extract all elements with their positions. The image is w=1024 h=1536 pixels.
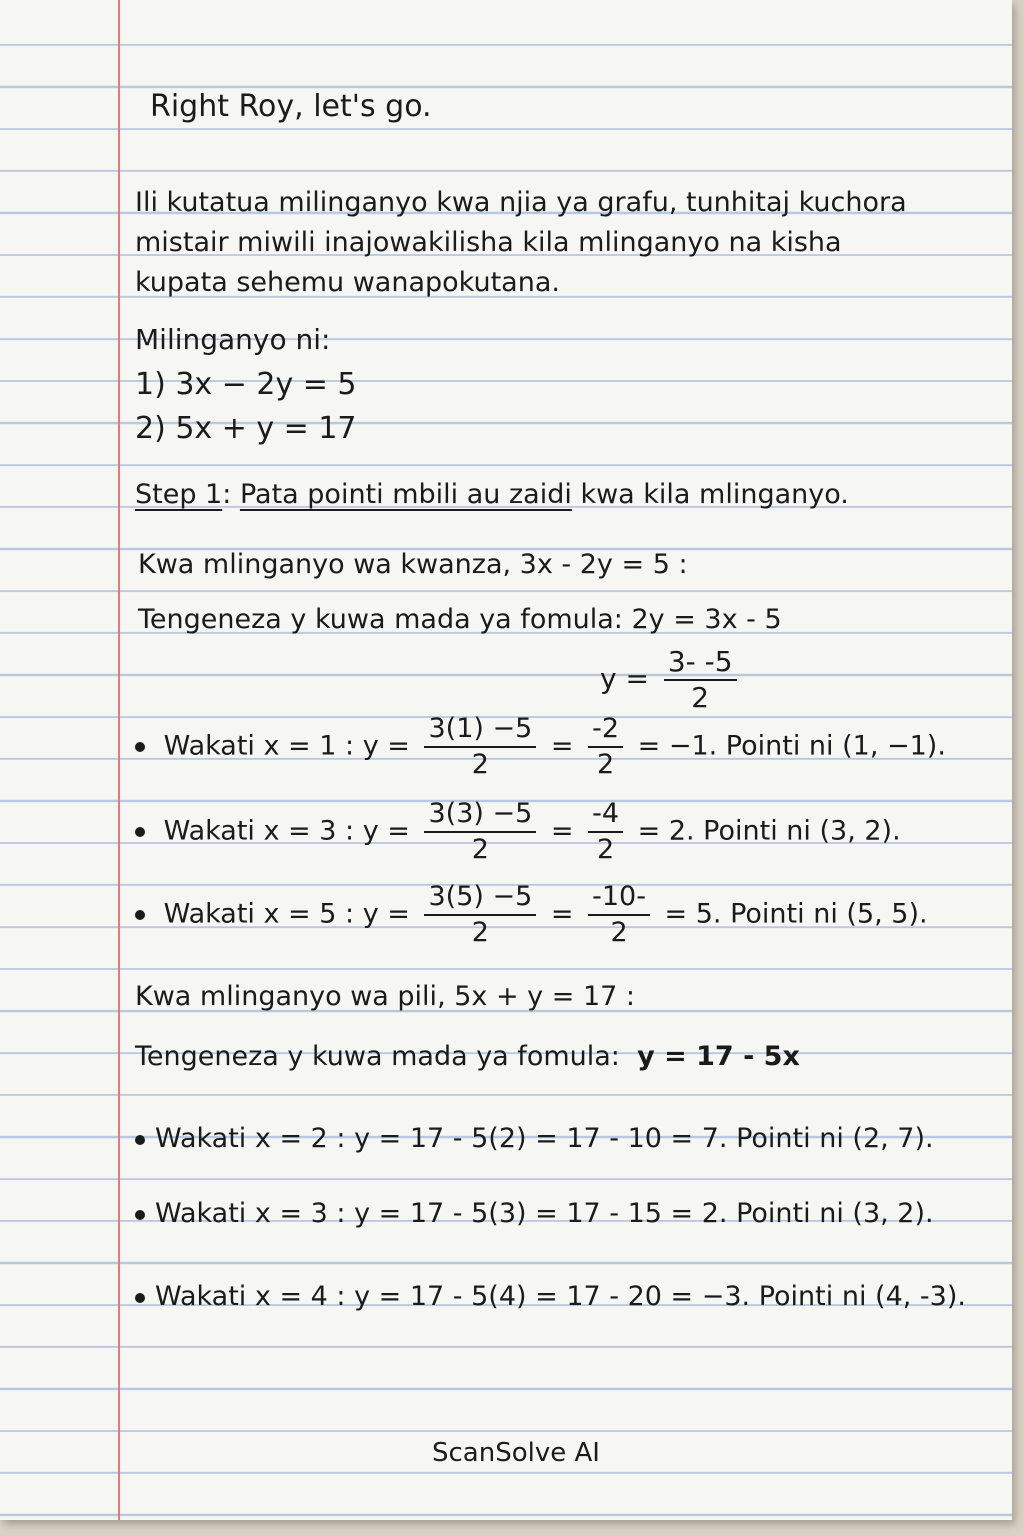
first-bullet-3 <box>135 880 928 950</box>
bullet-tail: = 2. Pointi ni (3, 2). <box>637 815 901 847</box>
bullet-fraction <box>424 797 536 867</box>
bullet-dot <box>135 1293 145 1303</box>
bullet-equals: = <box>550 815 574 847</box>
bullet-dot <box>135 827 145 837</box>
greeting: Right Roy, let's go. <box>150 89 432 124</box>
footer-brand: ScanSolve AI <box>432 1438 600 1468</box>
bullet-lead: Wakati x = 1 : y = <box>163 730 410 762</box>
step-1-underlined-text: Pata pointi mbili au zaidi <box>239 479 572 510</box>
first-equation-heading: Kwa mlinganyo wa kwanza, 3x - 2y = 5 : <box>138 549 688 580</box>
fraction-denominator: 2 <box>471 834 489 865</box>
fraction-denominator: 2 <box>610 917 628 948</box>
margin-line <box>118 0 120 1520</box>
bullet-fraction <box>424 712 536 782</box>
second-bullet-1 <box>135 1122 934 1156</box>
first-bullet-2 <box>135 797 901 867</box>
bullet-dot <box>135 910 145 920</box>
first-y-prefix: y = <box>600 662 649 695</box>
bullet-fraction-2 <box>588 712 623 782</box>
second-bullet-2 <box>135 1197 934 1231</box>
equation-2: 2) 5x + y = 17 <box>135 411 357 446</box>
first-y-formula <box>600 645 743 715</box>
bullet-tail: = 5. Pointi ni (5, 5). <box>664 898 928 930</box>
equations-heading: Milinganyo ni: <box>135 323 331 356</box>
first-y-fraction <box>664 645 737 715</box>
fraction-numerator: -2 <box>588 712 623 748</box>
fraction-numerator: -4 <box>588 797 623 833</box>
second-formula: y = 17 - 5x <box>637 1041 800 1072</box>
second-make-subject <box>135 1040 800 1074</box>
bullet-lead: Wakati x = 5 : y = <box>163 898 410 930</box>
second-equation-heading: Kwa mlinganyo wa pili, 5x + y = 17 : <box>135 981 635 1012</box>
step-1-rest-text: kwa kila mlinganyo. <box>571 479 849 510</box>
second-make-subject-text: Tengeneza y kuwa mada ya fomula: <box>135 1041 620 1072</box>
step-1-colon: : <box>222 479 232 510</box>
bullet-dot <box>135 1210 145 1220</box>
second-bullet-3 <box>135 1280 966 1314</box>
first-bullet-1 <box>135 712 946 782</box>
fraction-denominator: 2 <box>471 917 489 948</box>
fraction-numerator: 3- -5 <box>664 645 737 681</box>
fraction-numerator: 3(1) −5 <box>424 712 536 748</box>
bullet-dot <box>135 742 145 752</box>
bullet-equals: = <box>550 730 574 762</box>
bullet-text: Wakati x = 4 : y = 17 - 5(4) = 17 - 20 = −3. Pointi ni (4, -3). <box>155 1281 966 1312</box>
fraction-denominator: 2 <box>691 681 710 714</box>
bullet-fraction-2 <box>588 880 650 950</box>
fraction-denominator: 2 <box>471 749 489 780</box>
bullet-fraction-2 <box>588 797 623 867</box>
step-1-label: Step 1 <box>135 479 223 510</box>
fraction-numerator: 3(5) −5 <box>424 880 536 916</box>
bullet-text: Wakati x = 3 : y = 17 - 5(3) = 17 - 15 = 2. Pointi ni (3, 2). <box>155 1198 934 1229</box>
first-make-subject: Tengeneza y kuwa mada ya fomula: 2y = 3x - 5 <box>138 604 782 635</box>
bullet-text: Wakati x = 2 : y = 17 - 5(2) = 17 - 10 = 7. Pointi ni (2, 7). <box>155 1123 934 1154</box>
bullet-equals: = <box>550 898 574 930</box>
equation-1: 1) 3x − 2y = 5 <box>135 367 357 402</box>
step-1-line <box>135 478 849 512</box>
fraction-denominator: 2 <box>596 749 615 780</box>
bullet-lead: Wakati x = 3 : y = <box>163 815 410 847</box>
bullet-tail: = −1. Pointi ni (1, −1). <box>637 730 946 762</box>
intro-paragraph: Ili kutatua milinganyo kwa njia ya grafu, tunhitaj kuchora mistair miwili inajowakilisha kila mlinganyo na kisha kupata sehemu wanapokutana. <box>135 187 907 298</box>
bullet-fraction <box>424 880 536 950</box>
fraction-numerator: -10- <box>588 880 650 916</box>
fraction-numerator: 3(3) −5 <box>424 797 536 833</box>
bullet-dot <box>135 1135 145 1145</box>
fraction-denominator: 2 <box>596 834 615 865</box>
